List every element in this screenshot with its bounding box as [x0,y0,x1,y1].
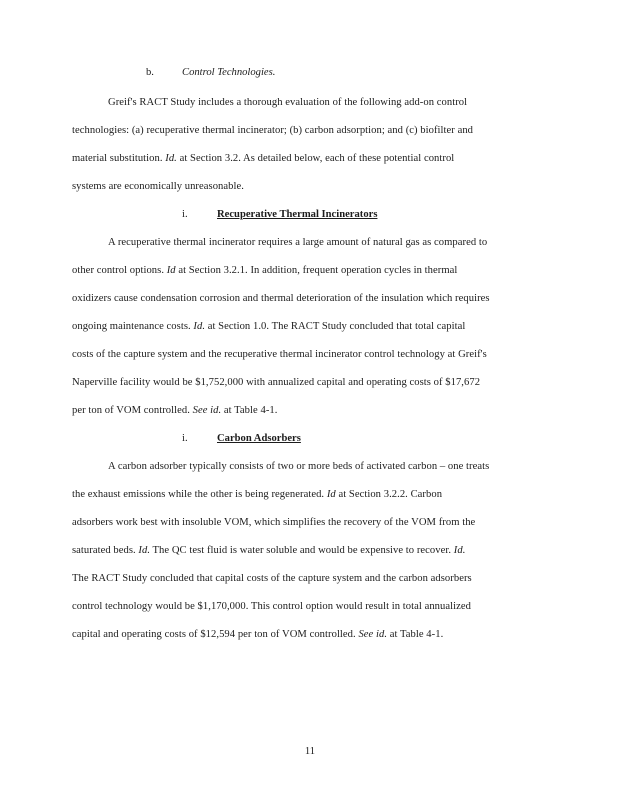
recuperative-line: per ton of VOM controlled. See id. at Table 4-1. [72,405,278,416]
section-i-2-title: Carbon Adsorbers [217,433,301,444]
carbon-line: saturated beds. Id. The QC test fluid is water soluble and would be expensive to recover. Id. [72,545,466,556]
recuperative-line: other control options. Id at Section 3.2.1. In addition, frequent operation cycles in thermal [72,265,458,276]
recuperative-line: ongoing maintenance costs. Id. at Section 1.0. The RACT Study concluded that total capital [72,321,466,332]
carbon-line: control technology would be $1,170,000. This control option would result in total annualized [72,601,471,612]
intro-line: technologies: (a) recuperative thermal incinerator; (b) carbon adsorption; and (c) biofilter and [72,125,474,136]
recuperative-line: costs of the capture system and the recuperative thermal incinerator control technology at Greif's [72,349,487,360]
section-i-1-label: i. [182,209,188,220]
intro-line: material substitution. Id. at Section 3.2. As detailed below, each of these potential control [72,153,455,164]
intro-line: systems are economically unreasonable. [72,181,244,192]
recuperative-line: Naperville facility would be $1,752,000 with annualized capital and operating costs of $17,672 [72,377,481,388]
recuperative-line: A recuperative thermal incinerator requires a large amount of natural gas as compared to [108,237,488,248]
recuperative-line: oxidizers cause condensation corrosion and thermal deterioration of the insulation which requires [72,293,490,304]
section-i-1-title: Recuperative Thermal Incinerators [217,209,378,220]
carbon-line: adsorbers work best with insoluble VOM, which simplifies the recovery of the VOM from the [72,517,476,528]
intro-line: Greif's RACT Study includes a thorough evaluation of the following add-on control [108,97,468,108]
page-number: 11 [304,746,316,757]
section-b-title: Control Technologies. [182,67,276,78]
section-i-2-label: i. [182,433,188,444]
carbon-line: capital and operating costs of $12,594 per ton of VOM controlled. See id. at Table 4-1. [72,629,444,640]
carbon-line: The RACT Study concluded that capital costs of the capture system and the carbon adsorbers [72,573,472,584]
carbon-line: A carbon adsorber typically consists of two or more beds of activated carbon – one treats [108,461,490,472]
carbon-line: the exhaust emissions while the other is being regenerated. Id at Section 3.2.2. Carbon [72,489,443,500]
section-b-label: b. [146,67,154,78]
